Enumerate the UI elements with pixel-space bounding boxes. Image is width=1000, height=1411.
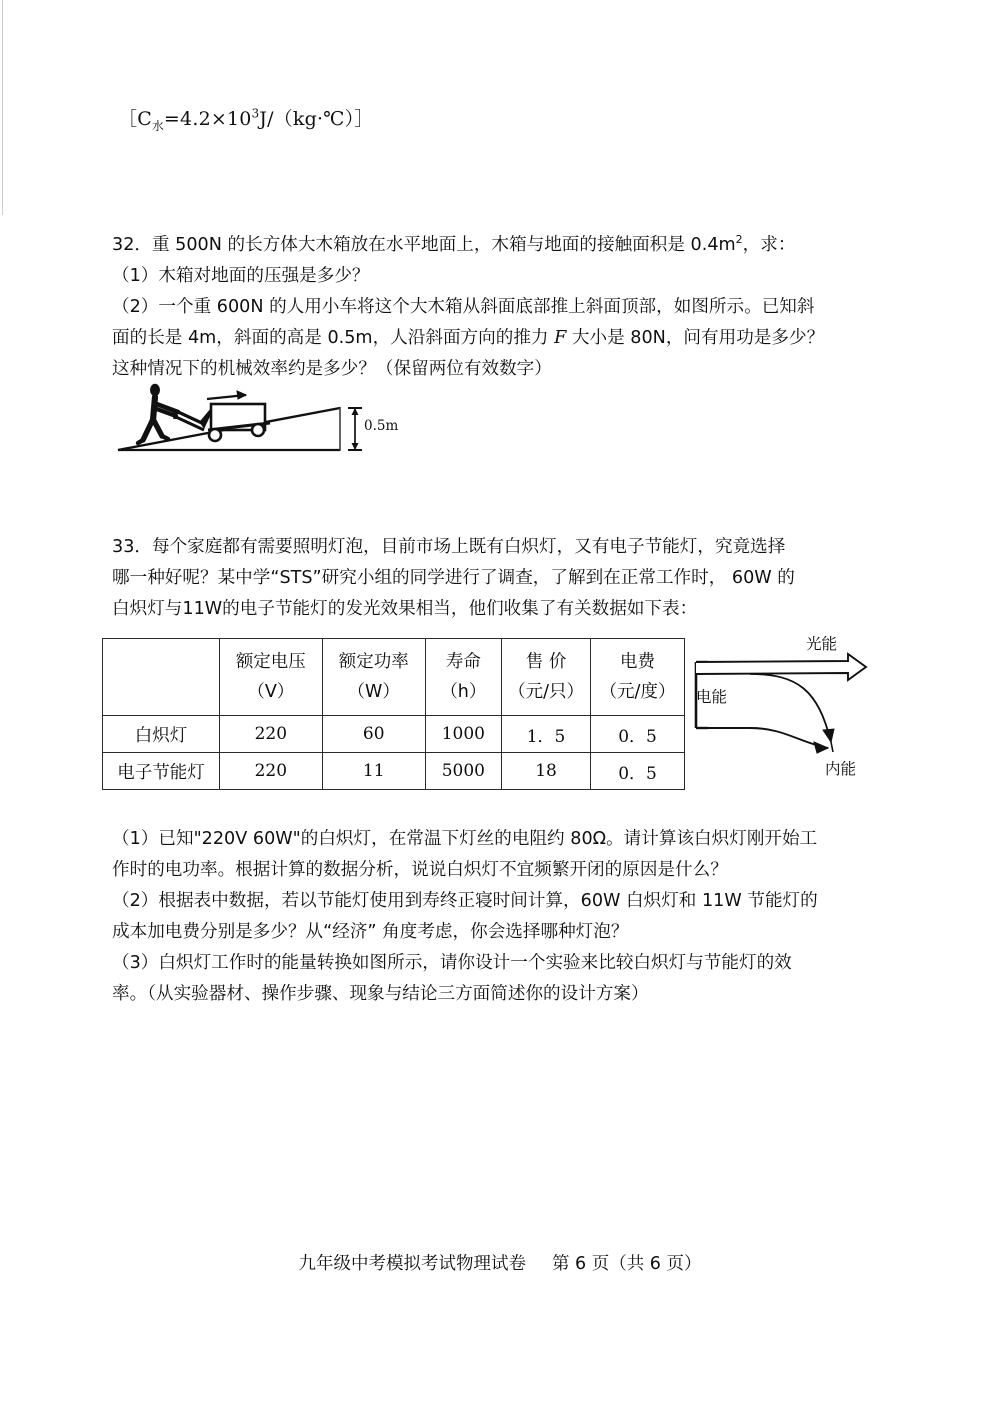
q33-intro-line-1 (112, 532, 902, 563)
cell-incandescent-voltage: 220 (219, 716, 322, 753)
label-internal-energy: 内能 (825, 760, 857, 778)
formula-value: =4.2×10 (163, 108, 252, 130)
q33-intro-line-2: 哪一种好呢？某中学“STS”研究小组的同学进行了调查，了解到在正常工作时， 60W 的 (112, 568, 795, 588)
q32-part-2-line-1: （2）一个重 600N 的人用小车将这个大木箱从斜面底部推上斜面顶部，如图所示。已知斜 (112, 297, 815, 317)
table-head (103, 639, 685, 716)
person-figure (138, 384, 178, 443)
question-32 (112, 230, 912, 385)
formula-bracket-close: ］ (354, 108, 374, 130)
q32-line1-text: 重 500N 的长方体大木箱放在水平地面上，木箱与地面的接触面积是 0.4m (151, 235, 736, 255)
row-label-cfl: 电子节能灯 (103, 753, 220, 790)
q32-part2-a: 面的长是 4m，斜面的高是 0.5m，人沿斜面方向的推力 (112, 328, 555, 348)
q33-intro-text-1: 每个家庭都有需要照明灯泡，目前市场上既有白炽灯，又有电子节能灯，究竟选择 (151, 537, 786, 557)
q33-number: 33． (112, 537, 152, 557)
table-row (103, 716, 685, 753)
cell-cfl-power: 11 (322, 753, 425, 790)
formula-unit: J/（kg·℃） (259, 108, 355, 130)
formula-symbol: C (137, 108, 152, 130)
q33-sub3-line-1: （3）白炽灯工作时的能量转换如图所示，请你设计一个实验来比较白炽灯与节能灯的效 (112, 953, 792, 973)
q32-area-exponent: 2 (735, 233, 743, 247)
footer-page-number: 第 6 页（共 6 页） (551, 1254, 702, 1274)
q33-sub1-line-2: 作时的电功率。根据计算的数据分析，说说白炽灯不宜频繁开闭的原因是什么？ (112, 860, 728, 880)
cell-cfl-voltage: 220 (219, 753, 322, 790)
cell-cfl-fee: 0．5 (591, 753, 685, 790)
table-header-corner (103, 639, 220, 716)
cell-cfl-price: 18 (502, 753, 591, 790)
specific-heat-formula (118, 106, 374, 133)
formula-exponent: 3 (251, 106, 260, 121)
q33-sub2-line-1: （2）根据表中数据，若以节能灯使用到寿终正寝时间计算，60W 白炽灯和 11W 节能灯的 (112, 891, 818, 911)
q32-force-symbol: F (554, 328, 567, 348)
energy-conversion-diagram (688, 630, 903, 785)
label-electrical-energy: 电能 (696, 688, 728, 706)
table-header-voltage: 额定电压 （V） (219, 639, 322, 716)
table-row (103, 753, 685, 790)
q33-sub3-line-2: 率。（从实验器材、操作步骤、现象与结论三方面简述你的设计方案） (112, 984, 649, 1004)
internal-energy-join-stroke (831, 742, 833, 752)
table-header-price: 售 价 （元/只） (502, 639, 591, 716)
page-footer (0, 1250, 1000, 1275)
q32-part2-b: 大小是 80N，问有用功是多少？ (566, 328, 825, 348)
q32-part-2-line-3: 这种情况下的机械效率约是多少？（保留两位有效数字） (112, 359, 552, 379)
q32-line1-tail: ，求： (742, 235, 796, 255)
cell-incandescent-fee: 0．5 (591, 716, 685, 753)
row-label-incandescent: 白炽灯 (103, 716, 220, 753)
q32-part-2-line-2 (112, 323, 912, 354)
q33-sub2-line-2: 成本加电费分别是多少？从“经济” 角度考虑，你会选择哪种灯泡？ (112, 922, 629, 942)
formula-bracket-open: ［ (118, 108, 138, 130)
cell-incandescent-price: 1．5 (502, 716, 591, 753)
table-header-row (103, 639, 685, 716)
internal-energy-branch-lower (696, 728, 828, 753)
incline-height-label: 0.5m (364, 418, 399, 434)
q33-intro-line-3: 白炽灯与11W的电子节能灯的发光效果相当，他们收集了有关数据如下表： (112, 599, 698, 619)
question-33-intro (112, 532, 902, 625)
height-dimension-marker (348, 408, 362, 450)
cell-incandescent-life: 1000 (425, 716, 501, 753)
question-33-subquestions (112, 824, 912, 1010)
table-header-power: 额定功率 （W） (322, 639, 425, 716)
inclined-plane-figure (112, 378, 402, 460)
formula-subscript: 水 (151, 118, 164, 133)
label-light-energy: 光能 (806, 635, 838, 653)
lamp-comparison-table (102, 638, 685, 790)
q32-line-1 (112, 230, 912, 261)
q32-number: 32． (112, 235, 152, 255)
q33-sub1-line-1: （1）已知"220V 60W"的白炽灯，在常温下灯丝的电阻约 80Ω。请计算该白炽灯刚开始工 (112, 829, 818, 849)
scan-edge-line (2, 0, 3, 215)
table-header-fee: 电费 （元/度） (591, 639, 685, 716)
q32-part-1: （1）木箱对地面的压强是多少？ (112, 266, 370, 286)
table-header-life: 寿命 （h） (425, 639, 501, 716)
table-body (103, 716, 685, 790)
cell-cfl-life: 5000 (425, 753, 501, 790)
light-energy-arrow (696, 654, 866, 680)
cell-incandescent-power: 60 (322, 716, 425, 753)
footer-subject: 九年级中考模拟考试物理试卷 (298, 1254, 526, 1274)
internal-energy-branch-upper (750, 674, 834, 742)
